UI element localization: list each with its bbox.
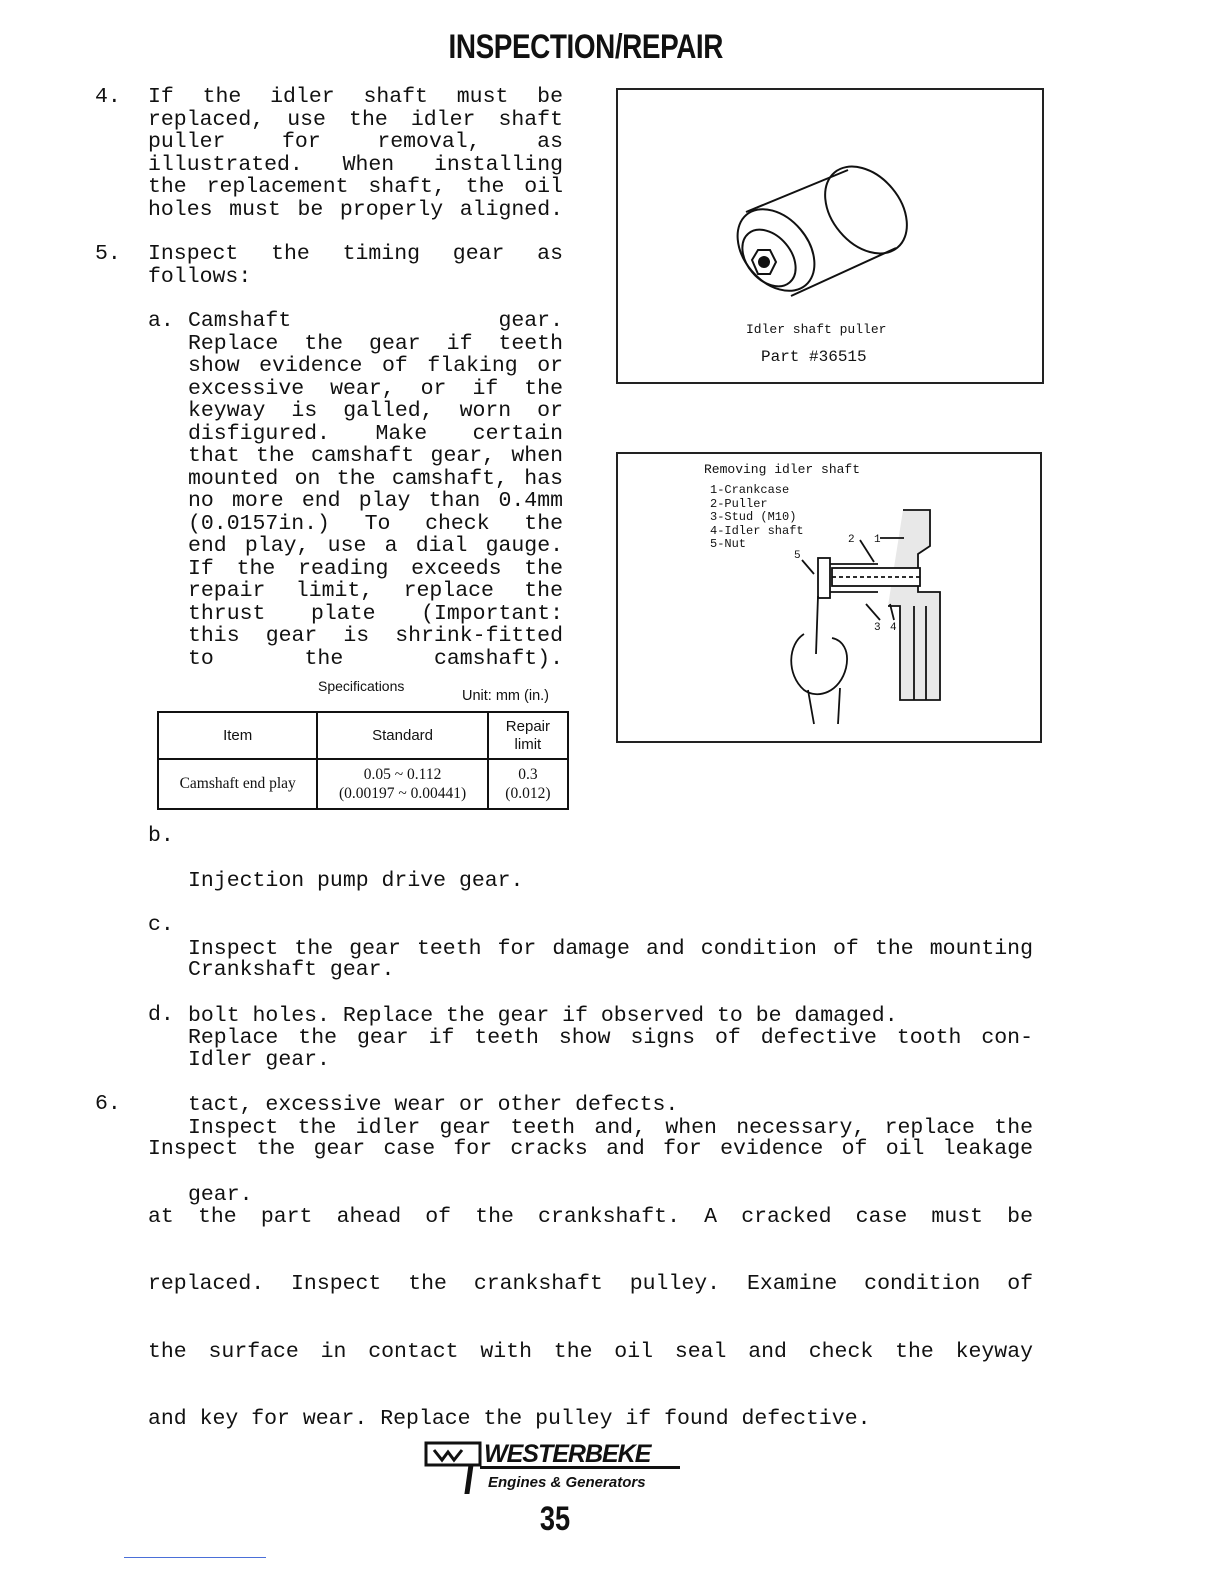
text-line: replaced, use the idler shaft [148,108,563,131]
legend-item: 3-Stud (M10) [710,510,797,524]
cell-limit [488,759,568,809]
page-title: INSPECTION/REPAIR [448,28,723,66]
text-line: this gear is shrink-fitted [188,625,563,648]
text-line: Inspect the gear teeth for damage and condition of the mounting [188,937,1033,960]
header-repair-limit [488,712,568,759]
idler-shaft-removal-illustration [618,454,1040,741]
spec-table [157,711,569,810]
subheading: Injection pump drive gear. [188,870,524,893]
cell-standard [317,759,487,809]
step-5d-label: d. [148,1003,174,1027]
callout-4: 4 [890,622,897,634]
cell-limit-mm: 0.3 [518,766,538,783]
text-line: at the part ahead of the crankshaft. A cracked case must be [148,1205,1033,1228]
text-line: to the camshaft). [188,647,563,670]
subheading: Idler gear. [188,1049,330,1072]
text-line: illustrated. When installing [148,153,563,176]
header-repair-line2: limit [514,735,542,753]
text-line: repair limit, replace the [188,580,563,603]
text-line: puller for removal, as [148,131,563,154]
callout-5: 5 [794,550,801,562]
text-line: Replace the gear if teeth show signs of defective tooth con- [188,1026,1033,1049]
text-line: that the camshaft gear, when [188,445,563,468]
figure-removing-idler-shaft [616,452,1042,743]
footer-underline [124,1557,266,1558]
step-5a-text [188,310,563,670]
cell-limit-in: (0.012) [505,785,551,802]
text-line: follows: [148,265,252,288]
step-4-number: 4. [95,85,121,109]
callout-1: 1 [874,534,881,546]
header-item: Item [158,712,317,759]
text-line: Replace the gear if teeth [188,332,563,355]
text-line: tact, excessive wear or other defects. [188,1094,679,1117]
figure-idler-shaft-puller [616,88,1044,384]
cell-standard-in: (0.00197 ~ 0.00441) [338,785,467,802]
text-line: If the idler shaft must be [148,86,563,109]
text-line: Inspect the idler gear teeth and, when necessary, replace the [188,1116,1033,1139]
text-line: Inspect the timing gear as [148,243,563,266]
legend-item: 1-Crankcase [710,483,790,497]
text-line: keyway is galled, worn or [188,400,563,423]
text-line: mounted on the camshaft, has [188,467,563,490]
step-5c-label: c. [148,913,174,937]
header-repair-line1: Repair [505,717,550,735]
text-line: the surface in contact with the oil seal and check the keyway [148,1340,1033,1363]
step-4-text [148,86,563,221]
text-line: end play, use a dial gauge. [188,535,563,558]
brand-tagline: Engines & Generators [488,1474,646,1491]
cell-item: Camshaft end play [158,759,317,809]
text-line: show evidence of flaking or [188,355,563,378]
legend-item: 5-Nut [710,537,747,551]
text-line: holes must be properly aligned. [148,198,563,221]
text-line: and key for wear. Replace the pulley if found defective. [148,1408,871,1431]
step-6-number: 6. [95,1092,121,1116]
text-line: bolt holes. Replace the gear if observed to be damaged. [188,1005,898,1028]
text-line: (0.0157in.) To check the [188,512,563,535]
subheading: Crankshaft gear. [188,959,395,982]
header-standard: Standard [317,712,487,759]
step-6-text [148,1093,1033,1453]
step-5b-label: b. [148,824,174,848]
text-line: Inspect the gear case for cracks and for evidence of oil leakage [148,1138,1033,1161]
westerbeke-logo [424,1440,684,1496]
spec-title: Specifications [318,678,405,694]
text-line: If the reading exceeds the [188,557,563,580]
text-line: excessive wear, or if the [188,377,563,400]
callout-3: 3 [874,622,881,634]
text-line: no more end play than 0.4mm [188,490,563,513]
spec-unit: Unit: mm (in.) [462,688,549,704]
figure1-caption: Idler shaft puller [746,322,887,337]
figure1-part-number: Part #36515 [761,348,867,366]
text-line: thrust plate (Important: [188,602,563,625]
figure2-title: Removing idler shaft [704,462,861,477]
page-number: 35 [539,1500,571,1538]
text-line: the replacement shaft, the oil [148,176,563,199]
text-line: gear. [188,1184,253,1207]
cell-standard-mm: 0.05 ~ 0.112 [363,766,442,783]
puller-illustration [618,90,1042,382]
step-5-number: 5. [95,242,121,266]
legend-item: 4-Idler shaft [710,523,804,538]
step-5-text [148,243,563,288]
legend-item: 2-Puller [710,496,768,511]
brand-name: WESTERBEKE [484,1440,651,1468]
subheading: Camshaft gear. [188,310,563,333]
step-5a-label: a. [148,309,174,333]
text-line: disfigured. Make certain [188,422,563,445]
callout-2: 2 [848,534,855,546]
text-line: replaced. Inspect the crankshaft pulley. Examine condition of [148,1273,1033,1296]
